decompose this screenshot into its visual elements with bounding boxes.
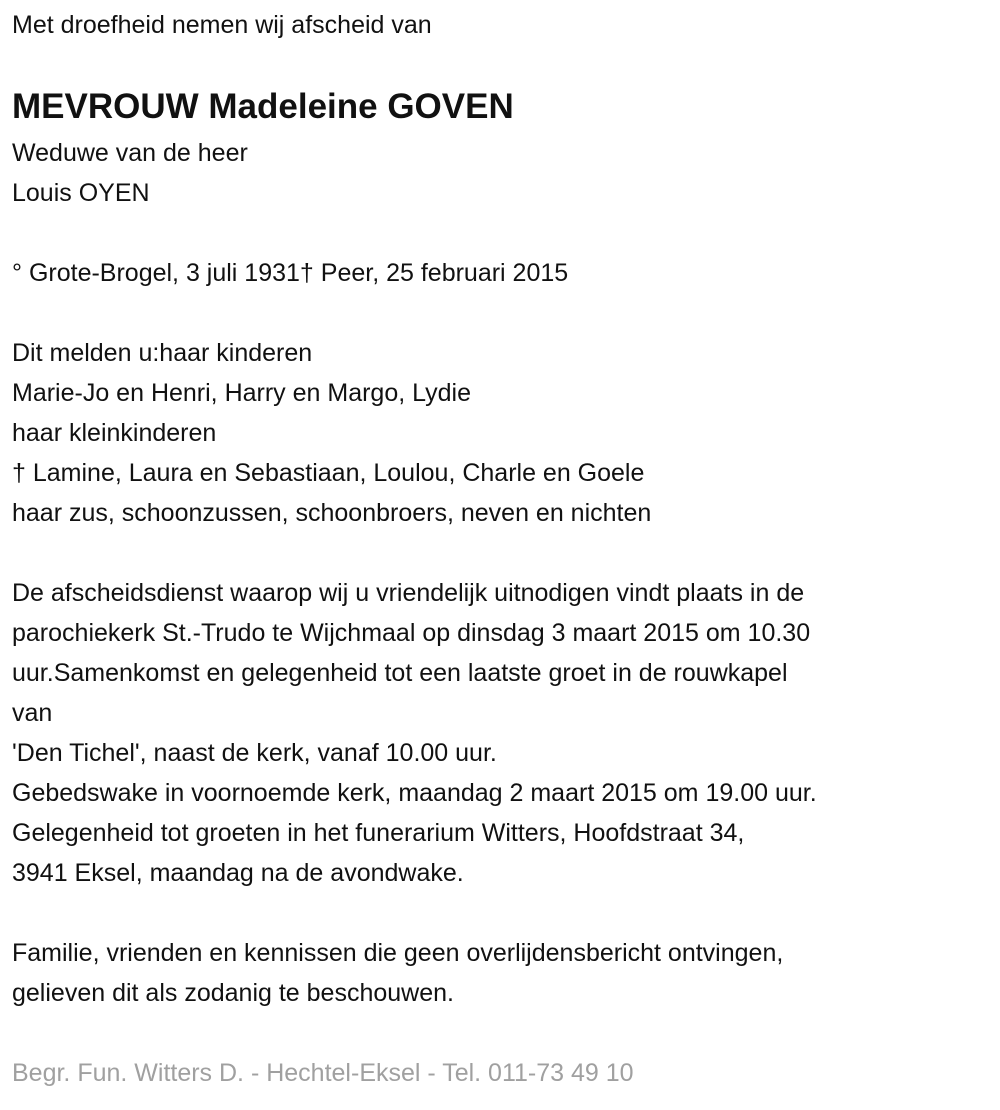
service-line: Gebedswake in voornoemde kerk, maandag 2 maart 2015 om 19.00 uur.: [12, 779, 817, 807]
family-line: Dit melden u:haar kinderen: [12, 339, 313, 367]
service-line: De afscheidsdienst waarop wij u vriendelijk uitnodigen vindt plaats in de: [12, 579, 805, 607]
family-line: haar zus, schoonzussen, schoonbroers, neven en nichten: [12, 499, 652, 527]
deceased-name: MEVROUW Madeleine GOVEN: [12, 87, 514, 126]
intro-text: Met droefheid nemen wij afscheid van: [12, 11, 432, 39]
service-line: Gelegenheid tot groeten in het funerarium Witters, Hoofdstraat 34,: [12, 819, 745, 847]
birth-death-dates: ° Grote-Brogel, 3 juli 1931† Peer, 25 februari 2015: [12, 259, 569, 287]
family-line: Marie-Jo en Henri, Harry en Margo, Lydie: [12, 379, 471, 407]
service-line: parochiekerk St.-Trudo te Wijchmaal op dinsdag 3 maart 2015 om 10.30: [12, 619, 811, 647]
service-line: 'Den Tichel', naast de kerk, vanaf 10.00 uur.: [12, 739, 497, 767]
family-line: † Lamine, Laura en Sebastiaan, Loulou, Charle en Goele: [12, 459, 645, 487]
funeral-home-footer: Begr. Fun. Witters D. - Hechtel-Eksel - Tel. 011-73 49 10: [12, 1059, 634, 1087]
service-line: 3941 Eksel, maandag na de avondwake.: [12, 859, 464, 887]
spouse-line: Weduwe van de heer: [12, 139, 248, 167]
family-line: haar kleinkinderen: [12, 419, 217, 447]
service-line: uur.Samenkomst en gelegenheid tot een laatste groet in de rouwkapel: [12, 659, 788, 687]
closing-line: Familie, vrienden en kennissen die geen overlijdensbericht ontvingen,: [12, 939, 784, 967]
closing-line: gelieven dit als zodanig te beschouwen.: [12, 979, 454, 1007]
spouse-name: Louis OYEN: [12, 179, 150, 207]
service-line: van: [12, 699, 53, 727]
